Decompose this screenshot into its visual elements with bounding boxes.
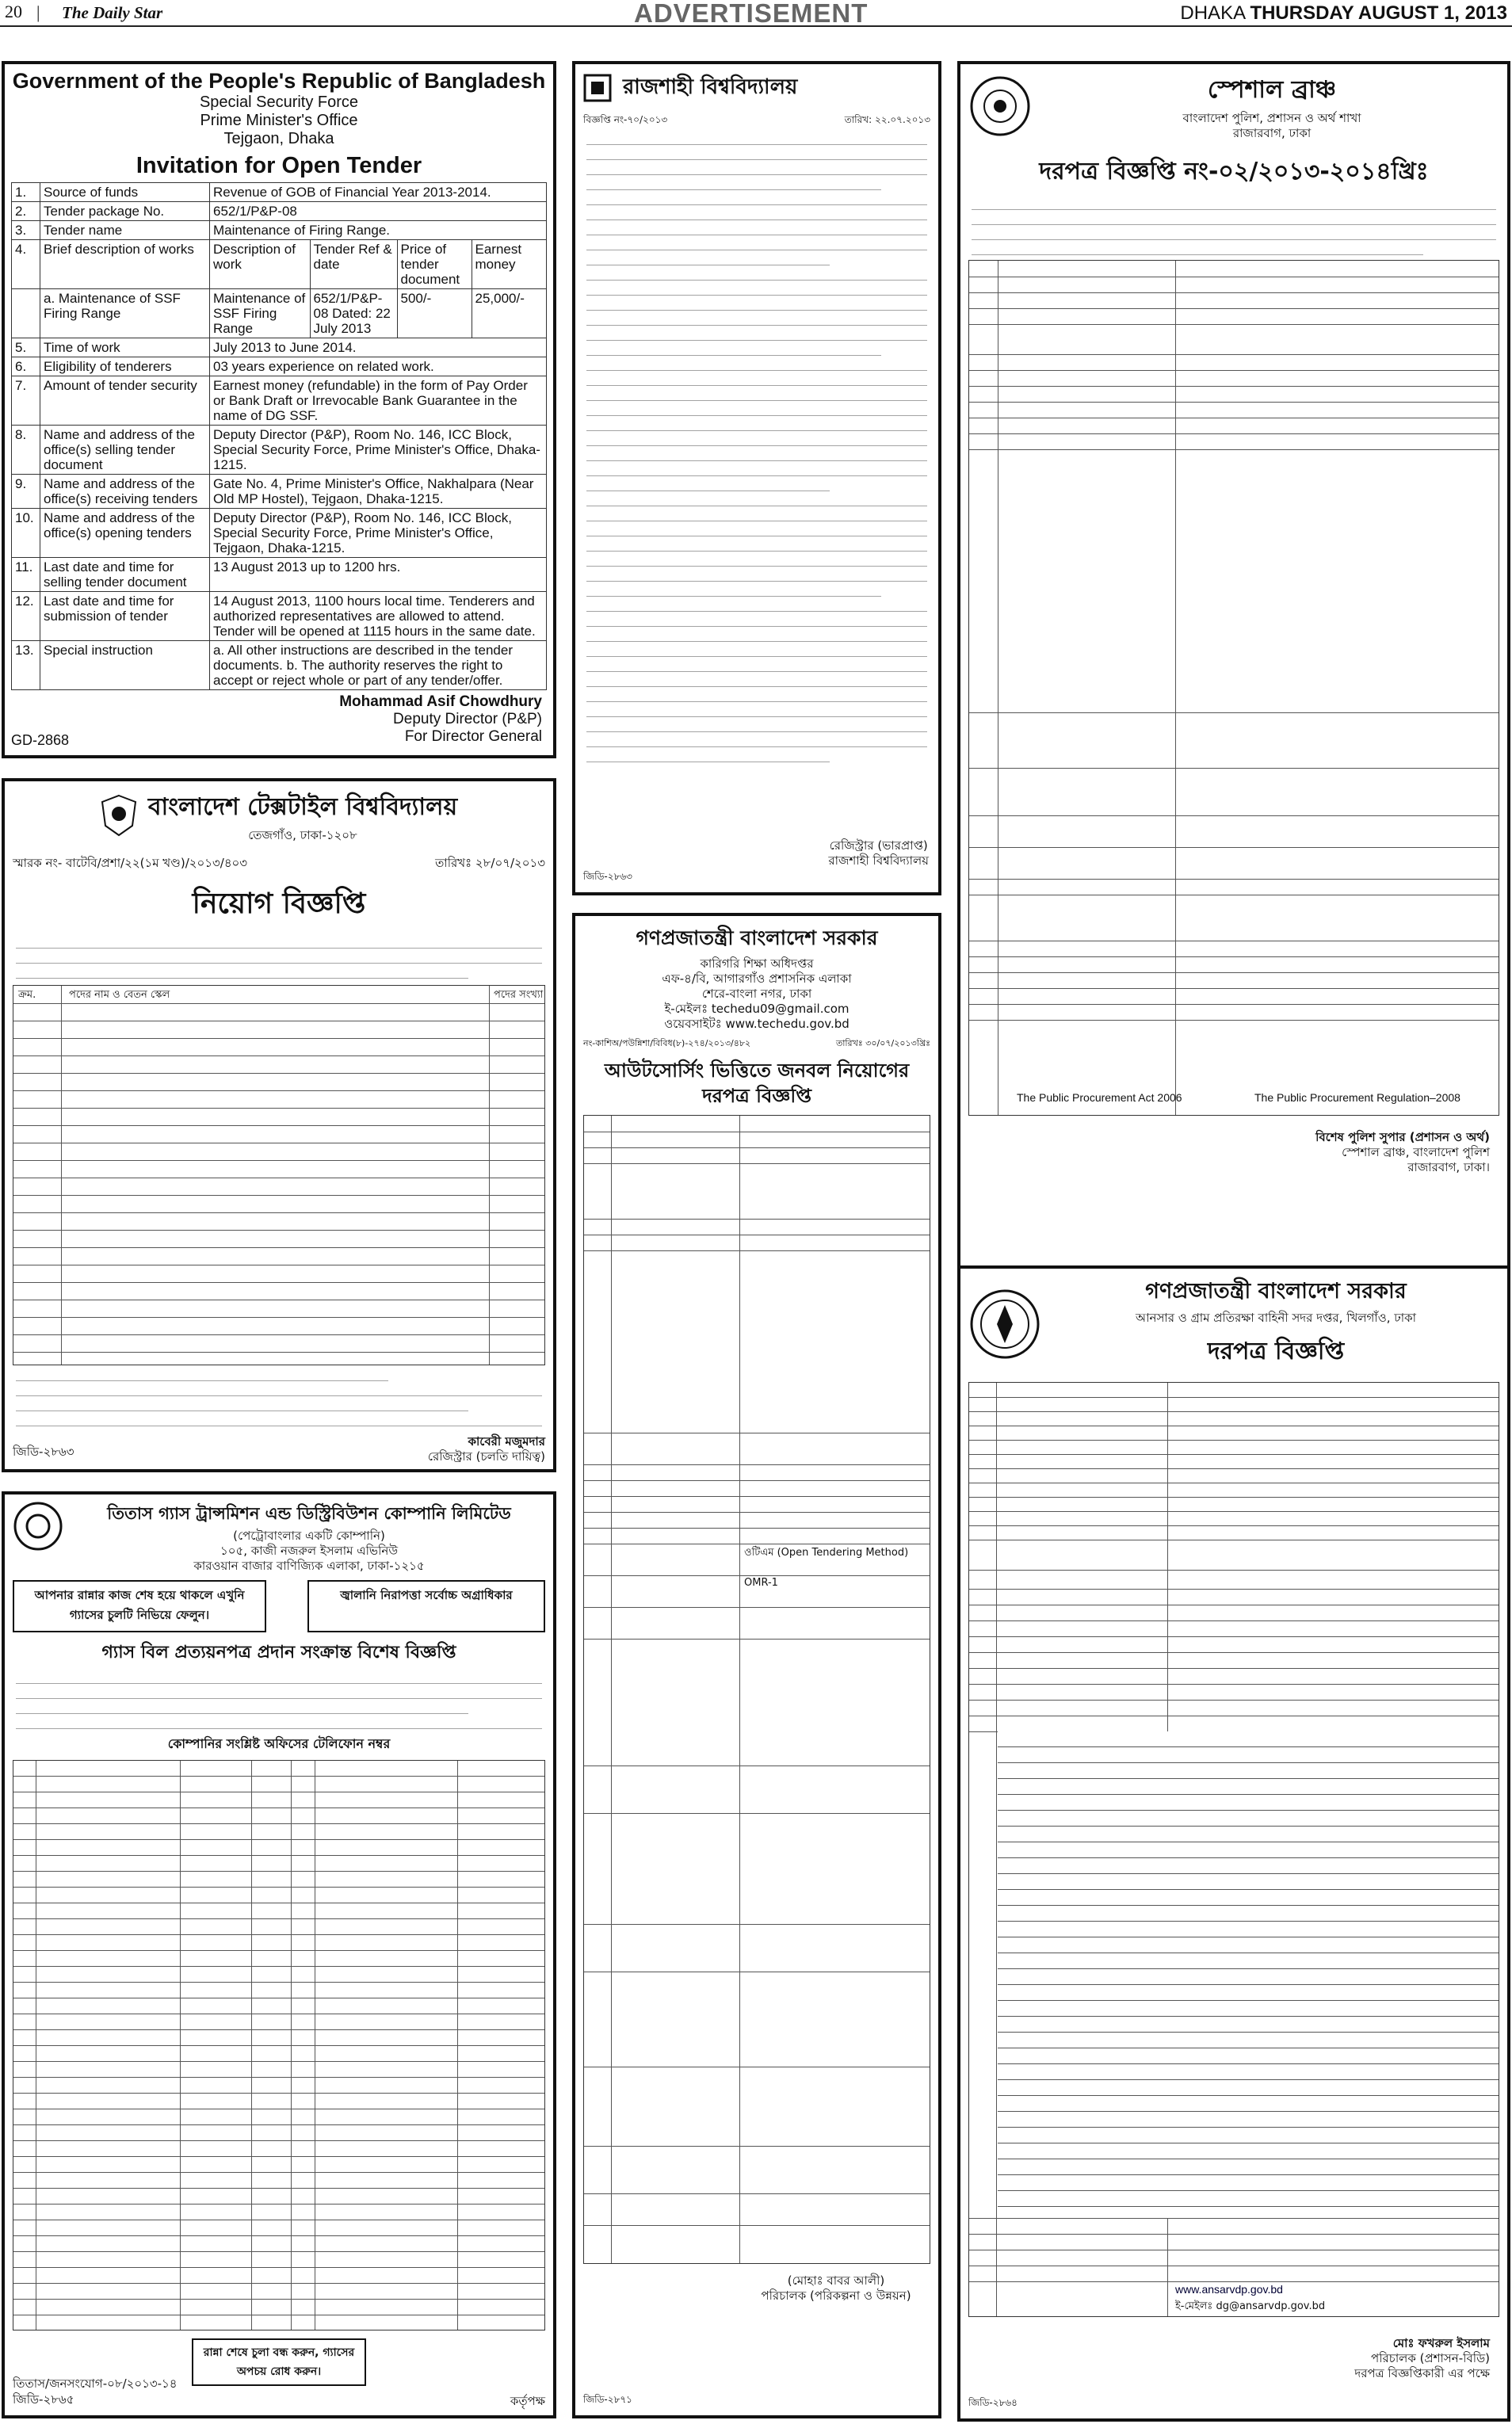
ad-special-branch [957, 61, 1510, 1307]
ad-code: জিডি-২৮৬৩ [583, 871, 632, 882]
memo-no: স্মারক নং- বাটেবি/প্রশা/২২(১ম খণ্ড)/২০১৩/৪০৩ [13, 856, 248, 870]
dateline: DHAKA THURSDAY AUGUST 1, 2013 [1180, 2, 1507, 24]
ansar-heading: দরপত্র বিজ্ঞপ্তি [1207, 1338, 1345, 1365]
ansar-website[interactable]: www.ansarvdp.gov.bd [1175, 2283, 1283, 2296]
tender-row: 9. Name and address of the office(s) receiving tenders Gate No. 4, Prime Minister's Office, Nakhalpara (Near Old MP Hostel), Tejgaon, Dhaka-1215. [12, 475, 547, 509]
section-title: ADVERTISEMENT [634, 0, 869, 28]
ad-ssf-tender [2, 61, 556, 758]
signer-name: Mohammad Asif Chowdhury [339, 693, 542, 710]
page-number: 20 [5, 2, 22, 21]
gob1-signer-title: পরিচালক (পরিকল্পনা ও উন্নয়ন) [761, 2288, 911, 2303]
ad-code: GD-2868 [11, 732, 70, 748]
gob1-web: ওয়েবসাইটঃ www.techedu.gov.bd [664, 1017, 850, 1031]
titas-logo-icon [13, 1501, 63, 1552]
gob1-signer: (মোহাঃ বাবর আলী) [787, 2273, 885, 2288]
safety-box: আপনার রান্নার কাজ শেষ হয়ে থাকলে এখুনি গ্যাসের চুলটি নিভিয়ে ফেলুন। [13, 1580, 266, 1632]
textile-sub: তেজগাঁও, ঢাকা-১২০৮ [248, 828, 357, 842]
org-line-3: Tejgaon, Dhaka [223, 130, 334, 147]
sb-signer-2: স্পেশাল ব্রাঞ্চ, বাংলাদেশ পুলিশ [1342, 1145, 1490, 1159]
gob1-sub-2: এফ-৪/বি, আগারগাঁও প্রশাসনিক এলাকা [662, 972, 852, 986]
sb-signer-3: রাজারবাগ, ঢাকা। [1407, 1160, 1490, 1174]
sb-sub-2: রাজারবাগ, ঢাকা [1232, 126, 1312, 140]
titas-sub-2: ১০৫, কাজী নজরুল ইসলাম এভিনিউ [220, 1544, 399, 1558]
phone-list-heading: কোম্পানির সংশ্লিষ্ট অফিসের টেলিফোন নম্বর [167, 1736, 391, 1751]
ansar-email[interactable]: ই-মেইলঃ dg@ansarvdp.gov.bd [1175, 2300, 1326, 2312]
ansar-logo-icon [968, 1288, 1041, 1361]
gov-title: Government of the People's Republic of Bangladesh [12, 69, 546, 93]
gob1-sub-3: শেরে-বাংলা নগর, ঢাকা [701, 987, 812, 1001]
phone-table [13, 1760, 545, 2330]
posts-table: ক্রম. পদের নাম ও বেতন স্কেল পদের সংখ্যা [13, 985, 545, 1365]
tender-row: 7. Amount of tender security Earnest money (refundable) in the form of Pay Order or Bank Draft or Irrevocable Bank Guarantee in the name of DG SSF. [12, 376, 547, 426]
act-name: The Public Procurement Act 2006 [1017, 1091, 1182, 1104]
omr-code: OMR-1 [744, 1577, 778, 1589]
sb-signer: বিশেষ পুলিশ সুপার (প্রশাসন ও অর্থ) [1315, 1130, 1490, 1144]
gob1-memo: নং-কাশিঅ/পউন্নিশা/বিবিধ(৮)-২৭৪/২০১৩/৪৮২ [583, 1038, 751, 1048]
ansar-signer: মোঃ ফখরুল ইসলাম [1392, 2336, 1490, 2350]
ad-code: জিডি-২৮৭১ [583, 2394, 632, 2405]
masthead: The Daily Star [62, 3, 163, 22]
gob1-email: ই-মেইলঃ techedu09@gmail.com [664, 1002, 850, 1016]
ad-code: জিডি-২৮৬৫ [13, 2392, 74, 2407]
memo-date: তারিখঃ ২৮/০৭/২০১৩ [435, 856, 545, 870]
titas-sub-3: কারওয়ান বাজার বাণিজ্যিক এলাকা, ঢাকা-১২১৫ [193, 1559, 425, 1573]
org-line-2: Prime Minister's Office [200, 112, 358, 129]
police-logo-icon [968, 74, 1032, 138]
ansar-signer-2: পরিচালক (প্রশাসন-বিডি) [1371, 2351, 1490, 2365]
textile-signer: কাবেরী মজুমদার [468, 1434, 545, 1449]
ad-rajshahi-university [572, 61, 941, 895]
gob1-heading: আউটসোর্সিং ভিত্তিতে জনবল নিয়োগের দরপত্র বিজ্ঞপ্তি [604, 1059, 910, 1107]
gob1-sub-1: কারিগরি শিক্ষা অধিদপ্তর [700, 956, 814, 971]
sb-sub-1: বাংলাদেশ পুলিশ, প্রশাসন ও অর্থ শাখা [1182, 111, 1361, 125]
tender-heading: Invitation for Open Tender [136, 153, 422, 178]
ad-code: জিডি-২৮৬৪ [968, 2397, 1018, 2408]
titas-title: তিতাস গ্যাস ট্রান্সমিশন এন্ড ডিস্ট্রিবিউশন কোম্পানি লিমিটেড [107, 1504, 511, 1523]
sb-intro [968, 199, 1499, 255]
conditions-text [13, 1370, 545, 1426]
org-line-1: Special Security Force [199, 94, 359, 111]
tender-row: 6. Eligibility of tenderers 03 years experience on related work. [12, 357, 547, 376]
ansar-sub: আনসার ও গ্রাম প্রতিরক্ষা বাহিনী সদর দপ্তর, খিলগাঁও, ঢাকা [1136, 1311, 1416, 1325]
sb-heading: দরপত্র বিজ্ঞপ্তি নং-০২/২০১৩-২০১৪খ্রিঃ [1039, 158, 1429, 185]
gob1-date: তারিখঃ ৩০/০৭/২০১৩খ্রিঃ [835, 1038, 930, 1048]
tender-row: 13. Special instruction a. All other instructions are described in the tender documents. b. The authority reserves the right to accept or reject whole or part of any tender/offer. [12, 641, 547, 690]
regulation-name: The Public Procurement Regulation–2008 [1254, 1091, 1460, 1104]
priority-box: জ্বালানি নিরাপত্তা সর্বোচ্চ অগ্রাধিকার [307, 1580, 545, 1632]
signer-for: For Director General [404, 728, 542, 745]
ad-textile-university [2, 778, 556, 1472]
ru-logo-icon [583, 74, 612, 102]
ad-titas-gas [2, 1491, 556, 2418]
works-item-row: a. Maintenance of SSF Firing Range Maintenance of SSF Firing Range 652/1/P&P-08 Dated: 22 July 2013 500/- 25,000/- [12, 289, 547, 338]
ru-date: তারিখ: ২২.০৭.২০১৩ [844, 114, 930, 125]
sb-title: স্পেশাল ব্রাঞ্চ [1207, 76, 1337, 104]
tender-row: 2. Tender package No. 652/1/P&P-08 [12, 202, 547, 221]
works-row: 4. Brief description of works Description of work Tender Ref & date Price of tender document Earnest money [12, 240, 547, 289]
tender-row: 11. Last date and time for selling tender document 13 August 2013 up to 1200 hrs. [12, 558, 547, 592]
ad-code: জিডি-২৮৬৩ [13, 1445, 74, 1459]
textile-heading: নিয়োগ বিজ্ঞপ্তি [192, 888, 366, 920]
ansar-signer-3: দরপত্র বিজ্ঞপ্তিকারী এর পক্ষে [1354, 2366, 1490, 2380]
textile-signer-title: রেজিস্ট্রার (চলতি দায়িত্ব) [427, 1449, 545, 1464]
ru-signer-2: রাজশাহী বিশ্ববিদ্যালয় [828, 853, 929, 868]
signer-title: Deputy Director (P&P) [393, 711, 542, 727]
ru-signer: রেজিস্ট্রার (ভারপ্রাপ্ত) [829, 838, 928, 853]
ad-technical-education [572, 913, 941, 2418]
ad-ansar-vdp [957, 1265, 1510, 2422]
ru-memo: বিজ্ঞপ্তি নং-৭০/২০১৩ [583, 114, 668, 125]
ru-title: রাজশাহী বিশ্ববিদ্যালয় [623, 75, 798, 99]
ansar-title: গণপ্রজাতন্ত্রী বাংলাদেশ সরকার [1145, 1279, 1407, 1304]
titas-ref: তিতাস/জনসংযোগ-০৮/২০১৩-১৪ [13, 2376, 178, 2391]
gob1-table [583, 1115, 930, 2264]
titas-text [13, 1673, 545, 1729]
tender-table [11, 182, 547, 690]
ru-body [583, 134, 930, 762]
intro-text [13, 937, 545, 979]
university-logo-icon [101, 794, 137, 837]
tender-row: 8. Name and address of the office(s) selling tender document Deputy Director (P&P), Room No. 146, ICC Block, Special Security Force, Prime Minister's Office, Dhaka-1215. [12, 426, 547, 475]
ansar-table [968, 1382, 1499, 2317]
tender-method: ওটিএম (Open Tendering Method) [744, 1547, 909, 1559]
slogan-box: রান্না শেষে চুলা বন্ধ করুন, গ্যাসের অপচয় রোধ করুন। [192, 2338, 366, 2386]
tender-row: 12. Last date and time for submission of tender 14 August 2013, 1100 hours local time. Tenderers and authorized representatives are allowed to attend. Tender will be opened at 1115 hours in the same date. [12, 592, 547, 641]
textile-title: বাংলাদেশ টেক্সটাইল বিশ্ববিদ্যালয় [147, 793, 458, 821]
titas-signer: কর্তৃপক্ষ [510, 2394, 545, 2408]
tender-row: 5. Time of work July 2013 to June 2014. [12, 338, 547, 357]
sb-table [968, 260, 1499, 1116]
titas-heading: গ্যাস বিল প্রত্যয়নপত্র প্রদান সংক্রান্ত বিশেষ বিজ্ঞপ্তি [101, 1643, 456, 1662]
tender-row: 3. Tender name Maintenance of Firing Range. [12, 221, 547, 240]
titas-sub-1: (পেট্রোবাংলার একটি কোম্পানি) [233, 1529, 385, 1543]
tender-row: 10. Name and address of the office(s) opening tenders Deputy Director (P&P), Room No. 146, ICC Block, Special Security Force, Prime Minister's Office, Tejgaon, Dhaka-1215. [12, 509, 547, 558]
gob1-title: গণপ্রজাতন্ত্রী বাংলাদেশ সরকার [636, 926, 878, 949]
tender-row: 1. Source of funds Revenue of GOB of Financial Year 2013-2014. [12, 183, 547, 202]
page-header: 20 | The Daily Star ADVERTISEMENT DHAKA THURSDAY AUGUST 1, 2013 [0, 0, 1512, 27]
